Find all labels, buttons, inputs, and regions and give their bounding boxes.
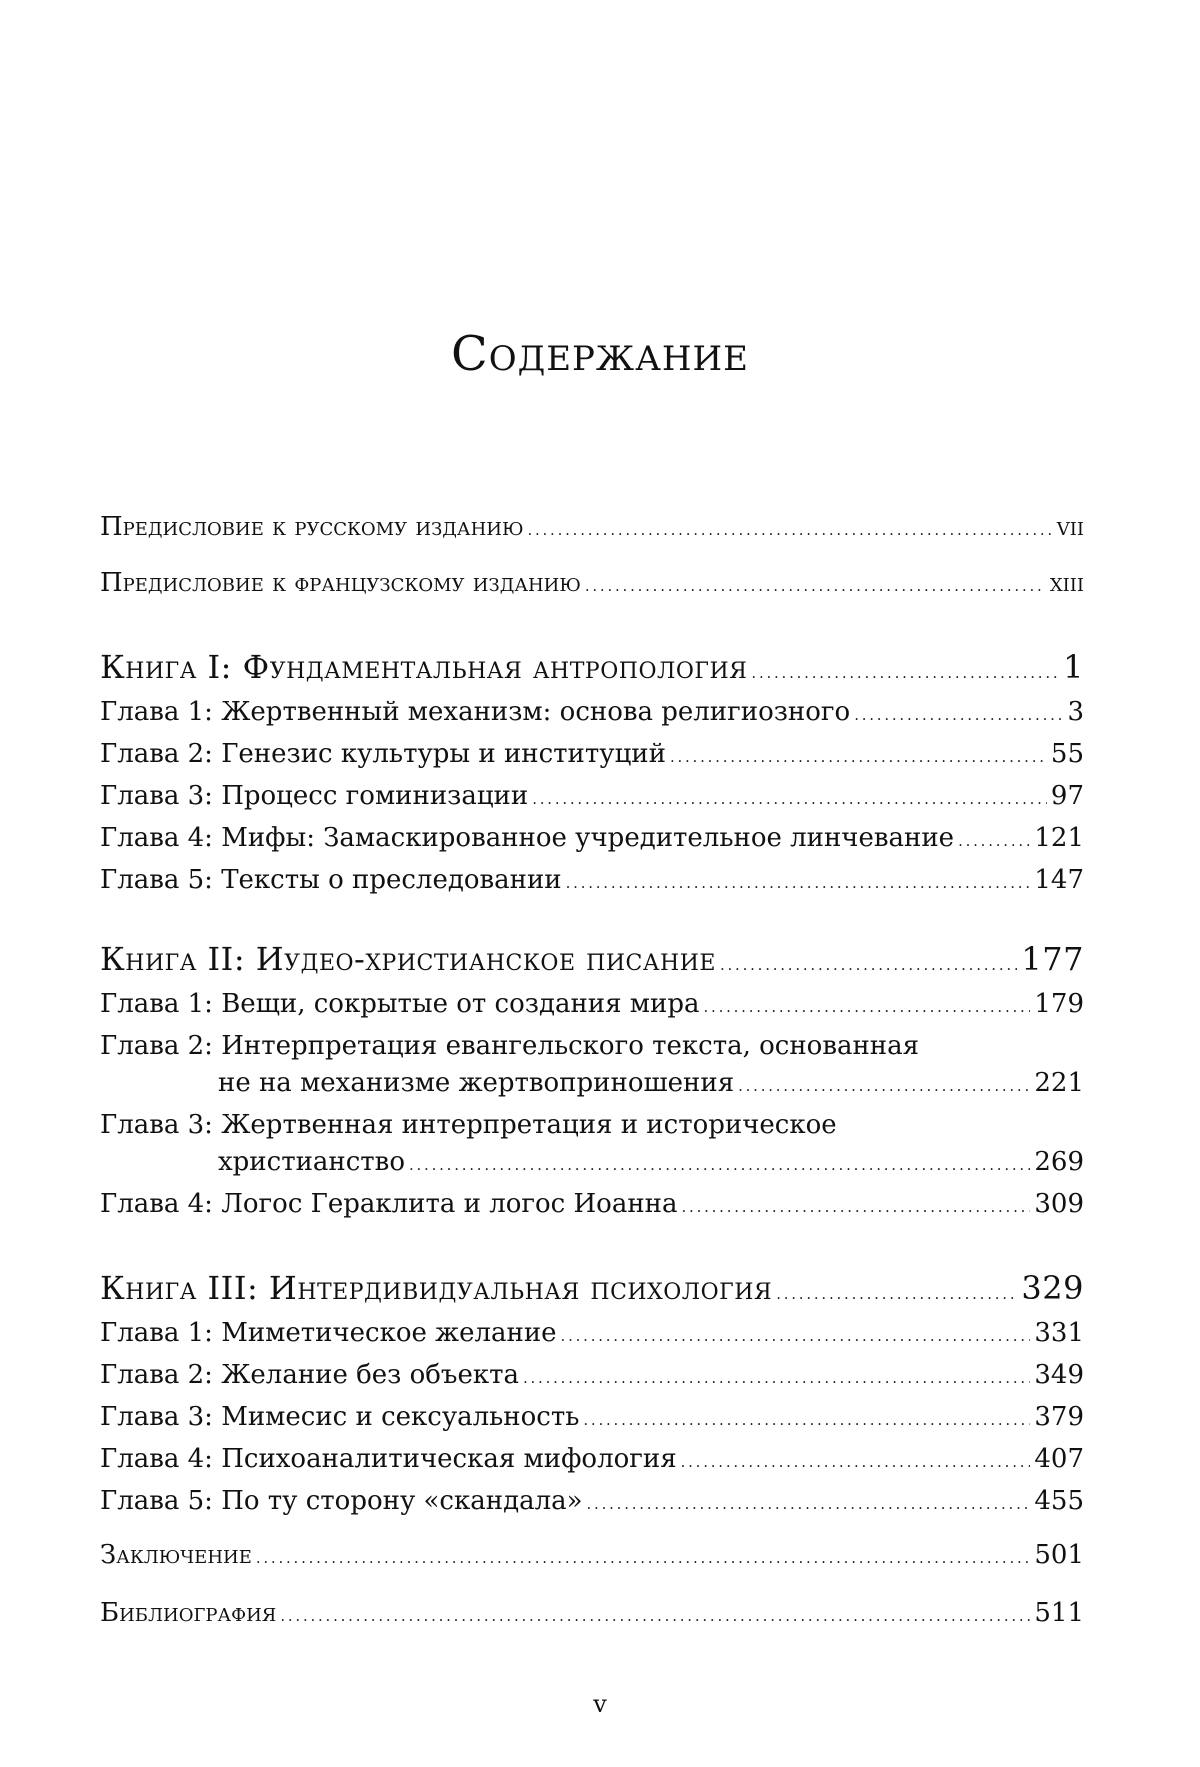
toc-chapter-label: Глава 1: Вещи, сокрытые от создания мира [100,989,700,1019]
toc-chapter-page: 379 [1034,1402,1084,1432]
toc-chapter-label: не на механизме жертвоприношения [218,1068,735,1098]
toc-book-page: 1 [1063,648,1084,686]
toc-chapter-1-2[interactable] [100,739,1084,769]
toc-chapter-3-5[interactable] [100,1486,1084,1516]
toc-book-title: Книга III: Интердивидуальная психология [100,1269,773,1307]
page-title: Содержание [450,326,749,382]
toc-entry-label: Библиография [100,1598,277,1628]
dot-leader [280,1598,1030,1628]
toc-chapter-1-4[interactable] [100,823,1084,853]
toc-book-page: 329 [1021,1269,1084,1307]
dot-leader [585,568,1046,598]
dot-leader [958,823,1030,853]
dot-leader [409,1147,1030,1177]
toc-chapter-1-3[interactable] [100,781,1084,811]
toc-book-2-heading[interactable] [100,940,1084,978]
toc-entry-page: 511 [1034,1598,1084,1628]
toc-book-page: 177 [1021,940,1084,978]
toc-chapter-label: Глава 4: Психоаналитическая мифология [100,1444,677,1474]
toc-entry-label: Предисловие к русскому изданию [100,512,524,542]
toc-chapter-page: 349 [1034,1360,1084,1390]
dot-leader [583,1402,1030,1432]
toc-chapter-page: 147 [1034,865,1084,895]
dot-leader [751,648,1059,686]
toc-chapter-label: христианство [218,1147,405,1177]
dot-leader [532,781,1047,811]
toc-entry-page: 501 [1034,1540,1084,1570]
toc-book-title: Книга II: Иудео-христианское писание [100,940,716,978]
toc-chapter-label: Глава 2: Желание без объекта [100,1360,519,1390]
toc-chapter-page: 3 [1067,697,1084,727]
dot-leader [720,940,1017,978]
toc-book-title: Книга I: Фундаментальная антропология [100,648,748,686]
dot-leader [854,697,1063,727]
toc-chapter-2-2-line1[interactable]: Глава 2: Интерпретация евангельского текста, основанная [100,1031,920,1061]
dot-leader [776,1269,1017,1307]
toc-chapter-page: 97 [1050,781,1084,811]
dot-leader [256,1540,1031,1570]
toc-chapter-2-3-line1[interactable]: Глава 3: Жертвенная интерпретация и историческое [100,1110,837,1140]
toc-entry-label: Предисловие к французскому изданию [100,568,581,598]
toc-chapter-label: Глава 1: Миметическое желание [100,1318,557,1348]
toc-entry-preface-russian[interactable] [100,512,1084,542]
dot-leader [566,865,1031,895]
dot-leader [527,512,1052,542]
dot-leader [682,1189,1031,1219]
dot-leader [587,1486,1031,1516]
toc-chapter-page: 55 [1050,739,1084,769]
toc-book-1-heading[interactable] [100,648,1084,686]
toc-chapter-1-5[interactable] [100,865,1084,895]
toc-chapter-2-4[interactable] [100,1189,1084,1219]
toc-chapter-page: 455 [1034,1486,1084,1516]
toc-chapter-label: Глава 4: Мифы: Замаскированное учредительное линчевание [100,823,955,853]
page-number: v [593,1690,607,1718]
toc-chapter-page: 269 [1034,1147,1084,1177]
toc-chapter-page: 179 [1034,989,1084,1019]
toc-entry-page: xiii [1049,568,1084,598]
toc-chapter-page: 121 [1034,823,1084,853]
toc-chapter-label: Глава 4: Логос Гераклита и логос Иоанна [100,1189,678,1219]
toc-chapter-label: Глава 3: Мимесис и сексуальность [100,1402,580,1432]
toc-chapter-3-3[interactable] [100,1402,1084,1432]
toc-chapter-label: Глава 2: Генезис культуры и институций [100,739,666,769]
dot-leader [738,1068,1030,1098]
toc-chapter-page: 309 [1034,1189,1084,1219]
toc-chapter-label: Глава 3: Процесс гоминизации [100,781,529,811]
toc-chapter-1-1[interactable] [100,697,1084,727]
dot-leader [523,1360,1030,1390]
toc-chapter-label: Глава 5: По ту сторону «скандала» [100,1486,583,1516]
toc-chapter-page: 221 [1034,1068,1084,1098]
toc-chapter-label: Глава 1: Жертвенный механизм: основа религиозного [100,697,851,727]
toc-chapter-3-1[interactable] [100,1318,1084,1348]
toc-chapter-page: 407 [1034,1444,1084,1474]
dot-leader [561,1318,1031,1348]
toc-entry-label: Заключение [100,1540,252,1570]
toc-book-3-heading[interactable] [100,1269,1084,1307]
toc-chapter-2-2[interactable] [218,1068,1084,1098]
toc-chapter-page: 331 [1034,1318,1084,1348]
dot-leader [681,1444,1031,1474]
toc-chapter-3-2[interactable] [100,1360,1084,1390]
toc-entry-preface-french[interactable] [100,568,1084,598]
dot-leader [670,739,1047,769]
toc-entry-conclusion[interactable] [100,1540,1084,1570]
toc-chapter-label: Глава 5: Тексты о преследовании [100,865,562,895]
toc-chapter-3-4[interactable] [100,1444,1084,1474]
toc-entry-bibliography[interactable] [100,1598,1084,1628]
toc-chapter-2-1[interactable] [100,989,1084,1019]
toc-entry-page: vii [1056,512,1084,542]
toc-chapter-2-3[interactable] [218,1147,1084,1177]
dot-leader [704,989,1031,1019]
